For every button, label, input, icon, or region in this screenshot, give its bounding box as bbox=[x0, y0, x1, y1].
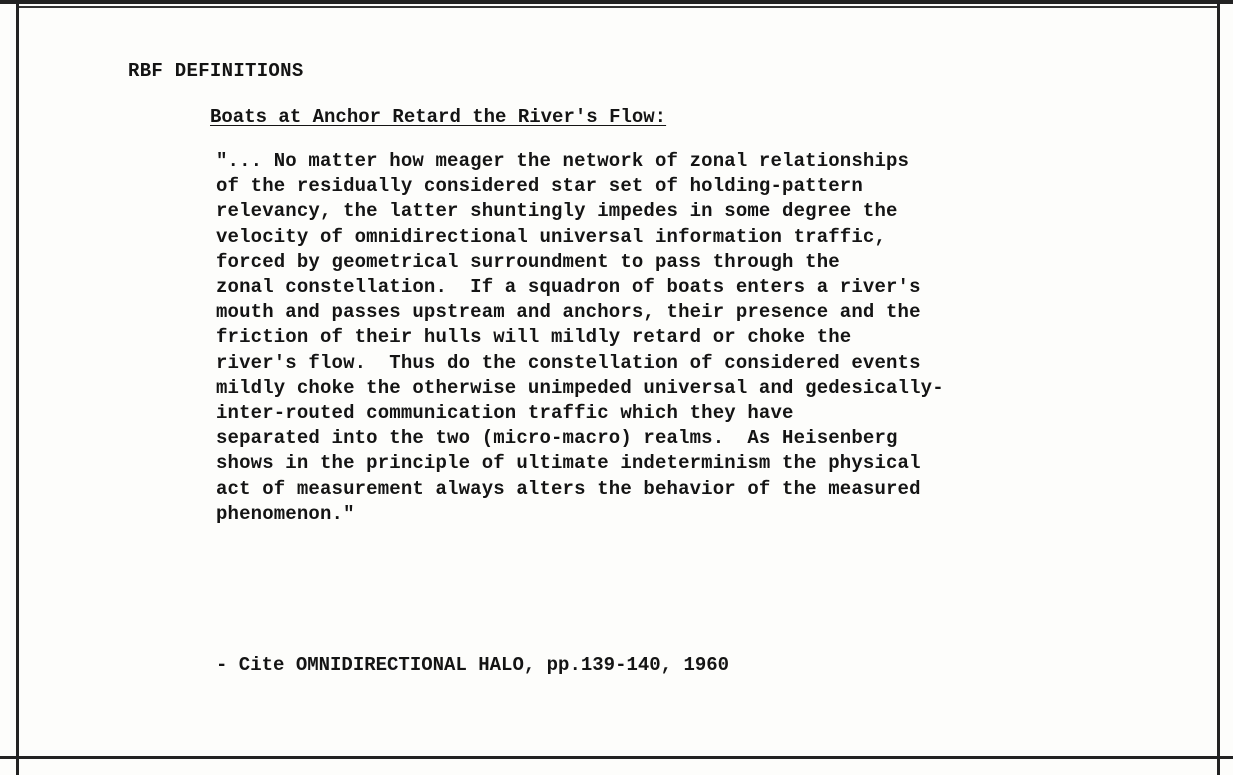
card-left-border bbox=[16, 0, 19, 775]
quote-line: shows in the principle of ultimate indeterminism the physical bbox=[216, 452, 921, 475]
entry-title: Boats at Anchor Retard the River's Flow: bbox=[210, 106, 667, 128]
quote-line: of the residually considered star set of holding-pattern bbox=[216, 175, 863, 198]
quote-line: mildly choke the otherwise unimpeded universal and gedesically- bbox=[216, 376, 944, 399]
quote-line: phenomenon." bbox=[216, 502, 355, 525]
quote-line: zonal constellation. If a squadron of boats enters a river's bbox=[216, 276, 921, 299]
quote-line: act of measurement always alters the behavior of the measured bbox=[216, 477, 921, 500]
citation: - Cite OMNIDIRECTIONAL HALO, pp.139-140, 1960 bbox=[216, 654, 730, 676]
quote-line: river's flow. Thus do the constellation of considered events bbox=[216, 351, 921, 374]
card-top-border bbox=[0, 0, 1233, 4]
card-top-inner-border bbox=[19, 6, 1217, 8]
quote-body bbox=[216, 149, 944, 527]
quote-line: velocity of omnidirectional universal information traffic, bbox=[216, 225, 887, 248]
quote-line: friction of their hulls will mildly retard or choke the bbox=[216, 326, 852, 349]
quote-line: relevancy, the latter shuntingly impedes in some degree the bbox=[216, 200, 898, 223]
quote-line: forced by geometrical surroundment to pass through the bbox=[216, 250, 840, 273]
quote-line: inter-routed communication traffic which they have bbox=[216, 402, 794, 425]
quote-line: mouth and passes upstream and anchors, their presence and the bbox=[216, 301, 921, 324]
card-bottom-border bbox=[0, 756, 1233, 759]
card-right-border bbox=[1217, 0, 1220, 775]
quote-line: separated into the two (micro-macro) realms. As Heisenberg bbox=[216, 427, 898, 450]
quote-line: "... No matter how meager the network of zonal relationships bbox=[216, 150, 910, 172]
document-heading: RBF DEFINITIONS bbox=[128, 60, 304, 82]
